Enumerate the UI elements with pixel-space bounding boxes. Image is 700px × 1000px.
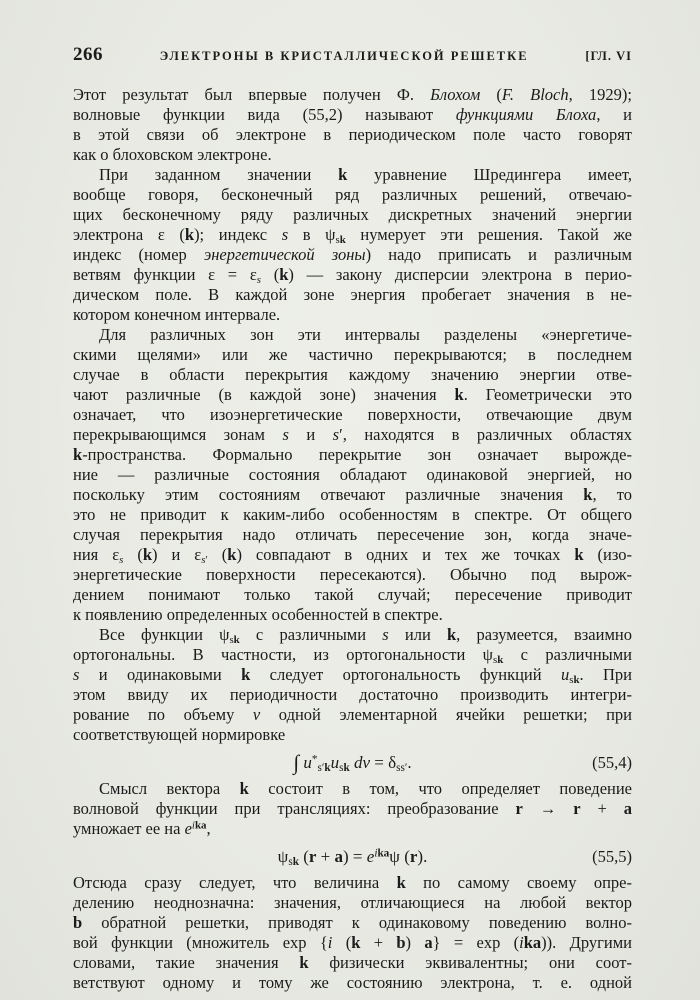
equation-55-4: [73, 752, 632, 774]
text-line: ветвям функции $\varepsilon = \varepsilon_s$ (k) — закону дисперсии электрона в перио-: [73, 265, 632, 285]
page-header: [73, 44, 632, 64]
text-line: b обратной решетки, приводят к одинаковому поведению волно-: [73, 913, 632, 932]
equation-formula: $\psi_{sk}$ $(r + a) = e^{ika}\psi$ (r).: [277, 847, 428, 869]
equation-formula: ∫ $u^*_{s'k}u_{sk}$ dv = $\delta_{ss'}$.: [293, 750, 412, 775]
text-line: в этой связи об электроне в периодическом поле часто говорят: [73, 125, 632, 144]
text-line: чают различные (в каждой зоне) значения k. Геометрически это: [73, 385, 632, 404]
page-number: 266: [73, 44, 103, 65]
para-bloch-functions: [73, 85, 632, 165]
para-energy-gaps-overlap: [73, 325, 632, 625]
text-line: Смысл вектора k состоит в том, что определяет поведение: [99, 779, 632, 798]
text-line: рование по объему v одной элементарной ячейки решетки; при: [73, 705, 632, 724]
chapter-label: [ГЛ. VI: [585, 49, 632, 63]
text-line: При заданном значении k уравнение Шредингера имеет,: [99, 165, 632, 184]
text-line: дическом поле. В каждой зоне энергия пробегает значения в не-: [73, 285, 632, 304]
text-line: волновые функции вида (55,2) называют функциями Блоха, и: [73, 105, 632, 124]
text-line: случае в области перекрытия каждому значению энергии отве-: [73, 365, 632, 384]
text-line: энергетические поверхности пересекаются). Обычно под вырож-: [73, 565, 632, 584]
text-line: вообще говоря, бесконечный ряд различных решений, отвечаю-: [73, 185, 632, 204]
text-line: вой функции (множитель exp {i (k + b) a} = exp (ika)). Другими: [73, 933, 632, 952]
text-line: электрона ε (k); индекс s в $\psi_{sk}$ нумерует эти решения. Такой же: [73, 225, 632, 245]
text-line: поскольку этим состояниям отвечают различные значения k, то: [73, 485, 632, 504]
equation-55-5: [73, 846, 632, 868]
integral-icon: ∫: [293, 750, 300, 775]
text-line: s и одинаковыми k следует ортогональность функций $u_{sk}$. При: [73, 665, 632, 685]
para-k-ambiguity: [73, 873, 632, 993]
text-line: скими щелями» или же частично перекрываются; в последнем: [73, 345, 632, 364]
text-line: ние — различные состояния обладают одинаковой энергией, но: [73, 465, 632, 484]
text-line: щих бесконечному ряду различных дискретных значений энергии: [73, 205, 632, 224]
text-line: как о блоховском электроне.: [73, 145, 272, 164]
text-line: умножает ее на $e^{ika}$,: [73, 819, 211, 838]
text-line: соответствующей нормировке: [73, 725, 286, 744]
text-line: Все функции $\psi_{sk}$ с различными s или k, разумеется, взаимно: [99, 625, 632, 645]
text-line: этом ввиду их периодичности достаточно производить интегри-: [73, 685, 632, 704]
text-line: индекс (номер энергетической зоны) надо приписать и различным: [73, 245, 632, 264]
text-line: случая перекрытия надо отличать пересечение зон, когда значе-: [73, 525, 632, 544]
text-line: ния $\varepsilon_s$ (k) и $\varepsilon_{s'}$ (k) совпадают в одних и тех же точках k (изо-: [73, 545, 632, 565]
text-line: словами, такие значения k физически эквивалентны; они соот-: [73, 953, 632, 972]
text-line: Отсюда сразу следует, что величина k по самому своему опре-: [73, 873, 632, 892]
text-line: котором конечном интервале.: [73, 305, 281, 324]
text-line: ветствуют одному и тому же состоянию электрона, т. е. одной: [73, 973, 632, 992]
text-line: Для различных зон эти интервалы разделены «энергетиче-: [99, 325, 632, 344]
text-line: Этот результат был впервые получен Ф. Блохом (F. Bloch, 1929);: [73, 85, 632, 104]
text-line: делению неоднозначна: значения, отличающиеся на любой вектор: [73, 893, 632, 912]
para-orthogonality: [73, 625, 632, 745]
text-line: ортогональны. В частности, из ортогональности $\psi_{sk}$ с различными: [73, 645, 632, 665]
para-vector-k-meaning: [73, 779, 632, 839]
text-line: перекрывающимся зонам s и s′, находятся в различных областях: [73, 425, 632, 444]
text-line: дением понимают только такой случай; пересечение приводит: [73, 585, 632, 604]
equation-number: (55,4): [592, 753, 632, 772]
text-block: [73, 44, 632, 993]
equation-number: (55,5): [592, 847, 632, 866]
para-schroedinger-solutions: [73, 165, 632, 325]
running-title: ЭЛЕКТРОНЫ В КРИСТАЛЛИЧЕСКОЙ РЕШЕТКЕ: [159, 49, 529, 63]
text-line: означает, что изоэнергетические поверхности, отвечающие двум: [73, 405, 632, 424]
text-line: k-пространства. Формально перекрытие зон означает вырожде-: [73, 445, 632, 464]
page-body: [73, 85, 632, 993]
text-line: волновой функции при трансляциях: преобразование r → r + a: [73, 799, 632, 818]
text-line: это не приводит к каким-либо особенностям в спектре. От общего: [73, 505, 632, 524]
text-line: к появлению определенных особенностей в спектре.: [73, 605, 443, 624]
